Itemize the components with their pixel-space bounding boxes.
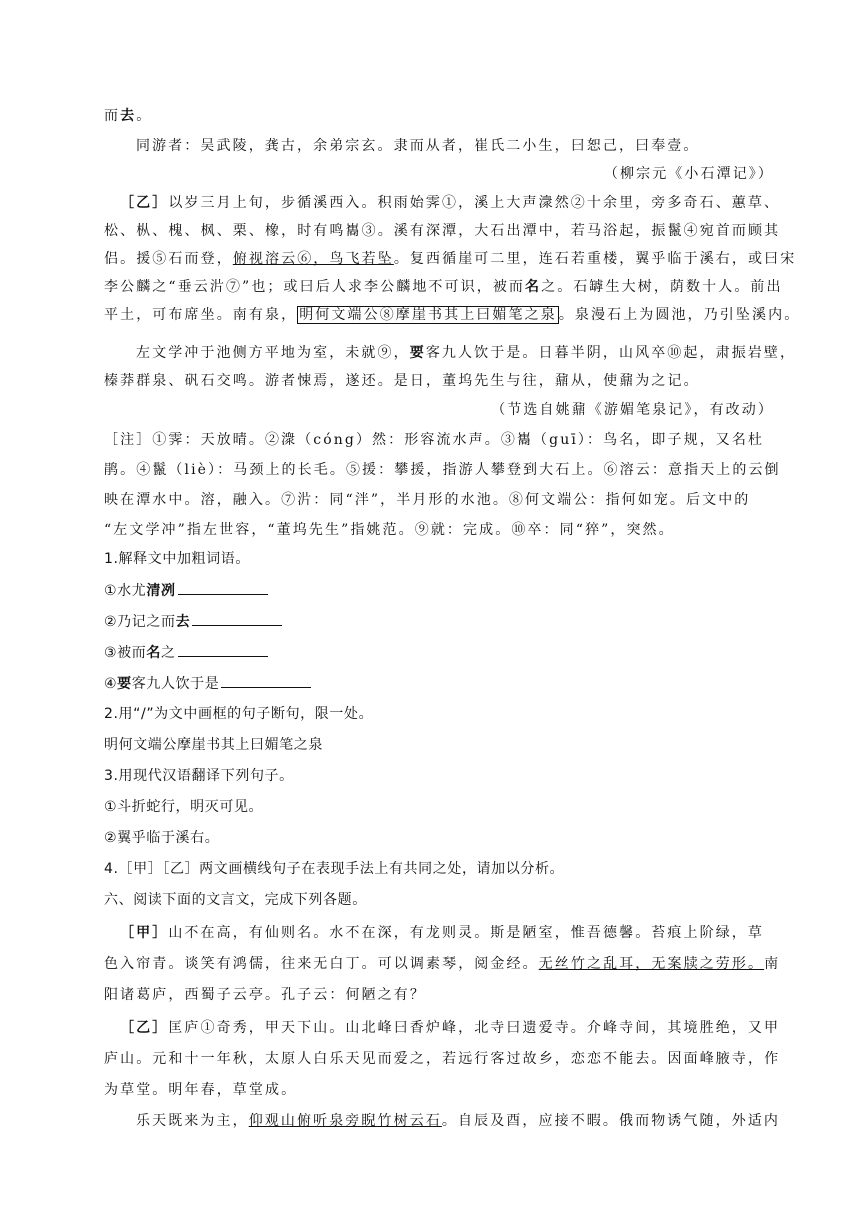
section6-yi-line4: 乐天既来为主，仰观山俯听泉旁睨竹树云石。自辰及酉，应接不暇。俄而物诱气随，外适内 [136,1113,781,1129]
bold-word-yao: 要 [409,345,426,361]
answer-blank[interactable] [178,642,268,657]
underlined-sentence-jia: 无丝竹之乱耳，无案牍之劳形。 [538,956,765,972]
source-xiaoshitan: （柳宗元《小石潭记》） [603,166,774,182]
bold-word-qu: 去 [120,108,137,124]
passage2-line5: 平土，可布席坐。南有泉， 明何文端公⑧摩崖书其上曰媚笔之泉 。泉漫石上为圆池，乃引坠溪内。 [104,307,801,323]
notes-line2: 鹃。④鬣（liè）：马颈上的长毛。⑤援：攀援，指游人攀登到大石上。⑥溶云：意指天上的云倒 [104,462,781,478]
source-meibiquan: （节选自姚鼐《游媚笔泉记》，有改动） [491,402,774,418]
question-4: 4.［甲］［乙］两文画横线句子在表现手法上有共同之处，请加以分析。 [104,861,565,877]
question-3-item1: ①斗折蛇行，明灭可见。 [104,799,264,815]
passage2-line6: 左文学冲于池侧方平地为室，未就⑨，要客九人饮于是。日暮半阴，山风卒⑩起，肃振岩壁， [136,345,797,361]
answer-blank[interactable] [221,673,311,688]
question-1-item4: ④要客九人饮于是 [104,673,311,694]
section6-yi-line1: ［乙］匡庐①奇秀，甲天下山。山北峰曰香炉峰，北寺曰遗爱寺。介峰寺间，其境胜绝，又甲 [120,1020,781,1036]
passage2-line1: ［乙］以岁三月上旬，步循溪西入。积雨始霁①，溪上大声潨然②十余里，旁多奇石、蕙草、 [120,195,781,211]
passage2-line2: 松、枞、槐、枫、栗、橡，时有鸣巂③。溪有深潭，大石出潭中，若马浴起，振鬣④宛首而顾其 [104,223,781,239]
question-1-item2: ②乃记之而去 [104,611,282,632]
section6-jia-line2: 色入帘青。谈笑有鸿儒，往来无白丁。可以调素琴，阅金经。无丝竹之乱耳，无案牍之劳形。南 [104,956,781,972]
section6-jia-line3: 阳诸葛庐，西蜀子云亭。孔子云：何陋之有？ [104,987,426,1003]
question-2-sentence: 明何文端公摩崖书其上曰媚笔之泉 [104,737,323,753]
question-1-item3: ③被而名之 [104,642,268,663]
passage2-line4: 李公麟之“垂云沜⑦”也；或曰后人求李公麟地不可识，被而名之。石罅生大树，荫数十人。前出 [104,279,783,295]
question-3-item2: ②翼乎临于溪右。 [104,830,220,846]
question-3: 3.用现代汉语翻译下列句子。 [104,768,294,784]
companions-line: 同游者：吴武陵，龚古，余弟宗玄。隶而从者，崔氏二小生，曰恕己，曰奉壹。 [136,138,700,154]
notes-line4: “左文学冲”指左世容，“董坞先生”指姚范。⑨就：完成。⑩卒：同“猝”，突然。 [104,522,675,538]
notes-line1: ［注］①霁：天放晴。②潨（cóng）然：形容流水声。③巂（guī）：鸟名，即子规，又名杜 [104,432,765,448]
question-2: 2.用“/”为文中画框的句子断句，限一处。 [104,706,374,722]
answer-blank[interactable] [178,580,268,595]
question-1: 1.解释文中加粗词语。 [104,551,250,567]
notes-line3: 映在潭水中。溶，融入。⑦沜：同“泮”，半月形的水池。⑧何文端公：指何如宠。后文中的 [104,492,751,508]
passage1-line1: 而去。 [104,108,153,124]
passage2-line3: 侣。援⑤石而登，俯视溶云⑥，鸟飞若坠。复西循崖可二里，连石若重楼，翼乎临于溪右，或曰宋 [104,251,797,267]
underlined-sentence-yi: 俯视溶云⑥，鸟飞若坠 [232,251,394,267]
section-6-title: 六、阅读下面的文言文，完成下列各题。 [104,892,367,908]
section6-jia-line1: ［甲］山不在高，有仙则名。水不在深，有龙则灵。斯是陋室，惟吾德馨。苔痕上阶绿，草 [120,925,765,941]
underlined-sentence-yi-2: 仰观山俯听泉旁睨竹树云石 [248,1113,442,1129]
question-1-item1: ①水尤清冽 [104,580,268,601]
section6-yi-line3: 为草堂。明年春，草堂成。 [104,1082,298,1098]
passage2-line7: 榛莽群泉、矾石交鸣。游者悚焉，遂还。是日，董坞先生与往，鼐从，使鼐为之记。 [104,373,700,389]
boxed-sentence: 明何文端公⑧摩崖书其上曰媚笔之泉 [299,307,557,323]
section6-yi-line2: 庐山。元和十一年秋，太原人白乐天见而爱之，若远行客过故乡，恋恋不能去。因面峰腋寺，作 [104,1051,781,1067]
answer-blank[interactable] [192,611,282,626]
bold-word-ming: 名 [525,279,542,295]
